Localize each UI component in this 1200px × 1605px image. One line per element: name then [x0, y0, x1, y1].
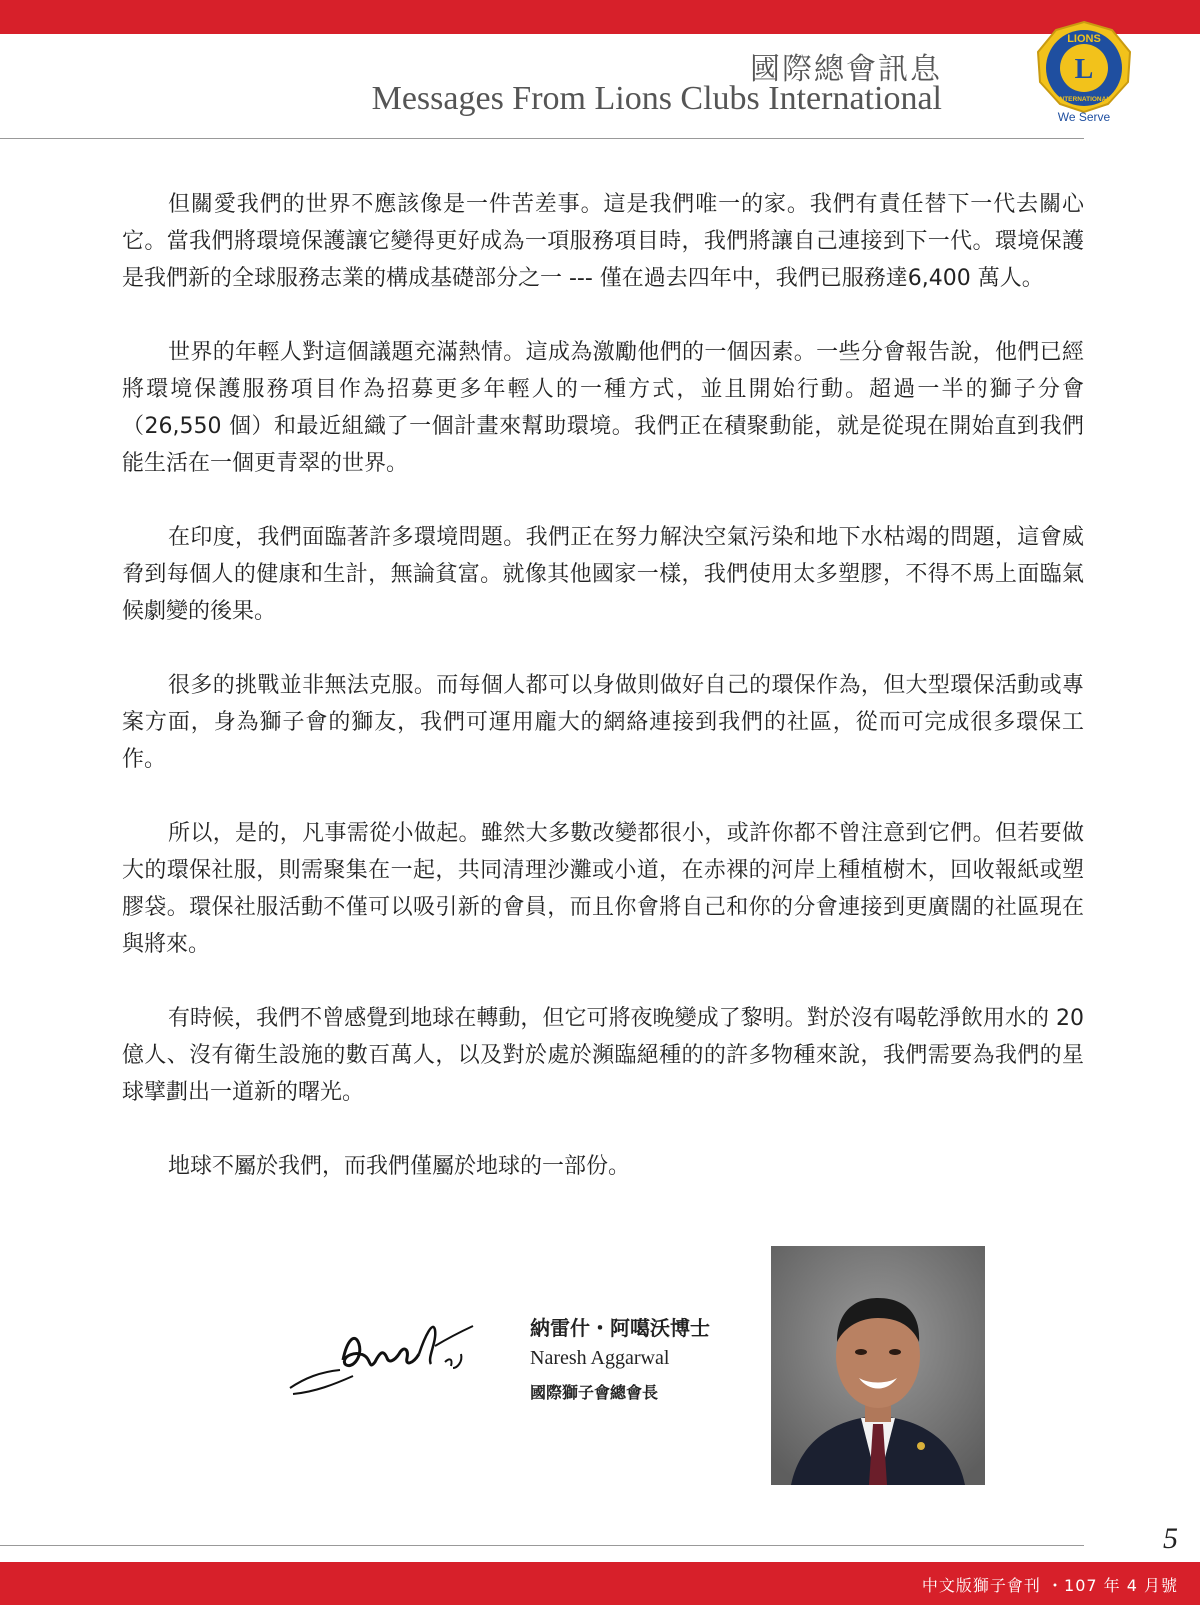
logo-letter: L — [1074, 54, 1094, 85]
paragraph-1: 但關愛我們的世界不應該像是一件苦差事。這是我們唯一的家。我們有責任替下一代去關心它。當我們將環境保護讓它變得更好成為一項服務項目時，我們將讓自己連接到下一代。環境保護是我們新的全球服務志業的構成基礎部分之一 --- 僅在過去四年中，我們已服務達6,400 萬人。 — [122, 192, 1084, 291]
paragraph-4: 很多的挑戰並非無法克服。而每個人都可以身做則做好自己的環保作為，但大型環保活動或專案方面，身為獅子會的獅友，我們可運用龐大的網絡連接到我們的社區，從而可完成很多環保工作。 — [122, 673, 1084, 772]
paragraph-5: 所以，是的，凡事需從小做起。雖然大多數改變都很小，或許你都不曾注意到它們。但若要做大的環保社服，則需聚集在一起，共同清理沙灘或小道，在赤裸的河岸上種植樹木，回收報紙或塑膠袋。環保社服活動不僅可以吸引新的會員，而且你會將自己和你的分會連接到更廣闊的社區現在與將來。 — [122, 821, 1084, 957]
paragraph-2: 世界的年輕人對這個議題充滿熱情。這成為激勵他們的一個因素。一些分會報告說，他們已經將環境保護服務項目作為招募更多年輕人的一種方式，並且開始行動。超過一半的獅子分會（26,550 個）和最近組織了一個計畫來幫助環境。我們正在積聚動能，就是從現在開始直到我們能生活在一個更青翠的世界。 — [122, 340, 1084, 476]
signer-name-zh: 納雷什・阿噶沃博士 — [530, 1316, 710, 1340]
header-title-zh: 國際總會訊息 — [750, 52, 942, 87]
header-title-en: Messages From Lions Clubs International — [371, 80, 942, 117]
paragraph-6: 有時候，我們不曾感覺到地球在轉動，但它可將夜晚變成了黎明。對於沒有喝乾淨飲用水的 20 億人、沒有衛生設施的數百萬人，以及對於處於瀕臨絕種的的許多物種來說，我們需要為我們的星球擘劃出一道新的曙光。 — [122, 1006, 1084, 1105]
signature-image — [285, 1300, 495, 1410]
logo-tagline: We Serve — [1057, 110, 1111, 124]
signer-title-zh: 國際獅子會總會長 — [530, 1383, 659, 1402]
logo-top-text: LIONS — [1067, 33, 1101, 45]
article-body — [122, 186, 1084, 1222]
footer-divider — [0, 1545, 1084, 1546]
signature-block — [530, 1312, 710, 1403]
paragraph-3: 在印度，我們面臨著許多環境問題。我們正在努力解決空氣污染和地下水枯竭的問題，這會威脅到每個人的健康和生計，無論貧富。就像其他國家一樣，我們使用太多塑膠，不得不馬上面臨氣候劇變的後果。 — [122, 525, 1084, 624]
top-red-bar — [0, 0, 1200, 34]
page-number: 5 — [1163, 1522, 1178, 1555]
paragraph-7: 地球不屬於我們，而我們僅屬於地球的一部份。 — [168, 1154, 631, 1179]
bottom-red-bar — [0, 1562, 1200, 1605]
publication-info: 中文版獅子會刊 ・107 年 4 月號 — [921, 1576, 1178, 1595]
logo-ring-text: INTERNATIONAL — [1057, 96, 1111, 103]
signer-name-en: Naresh Aggarwal — [530, 1347, 670, 1369]
president-portrait-image — [771, 1246, 985, 1485]
header-divider — [0, 138, 1084, 139]
